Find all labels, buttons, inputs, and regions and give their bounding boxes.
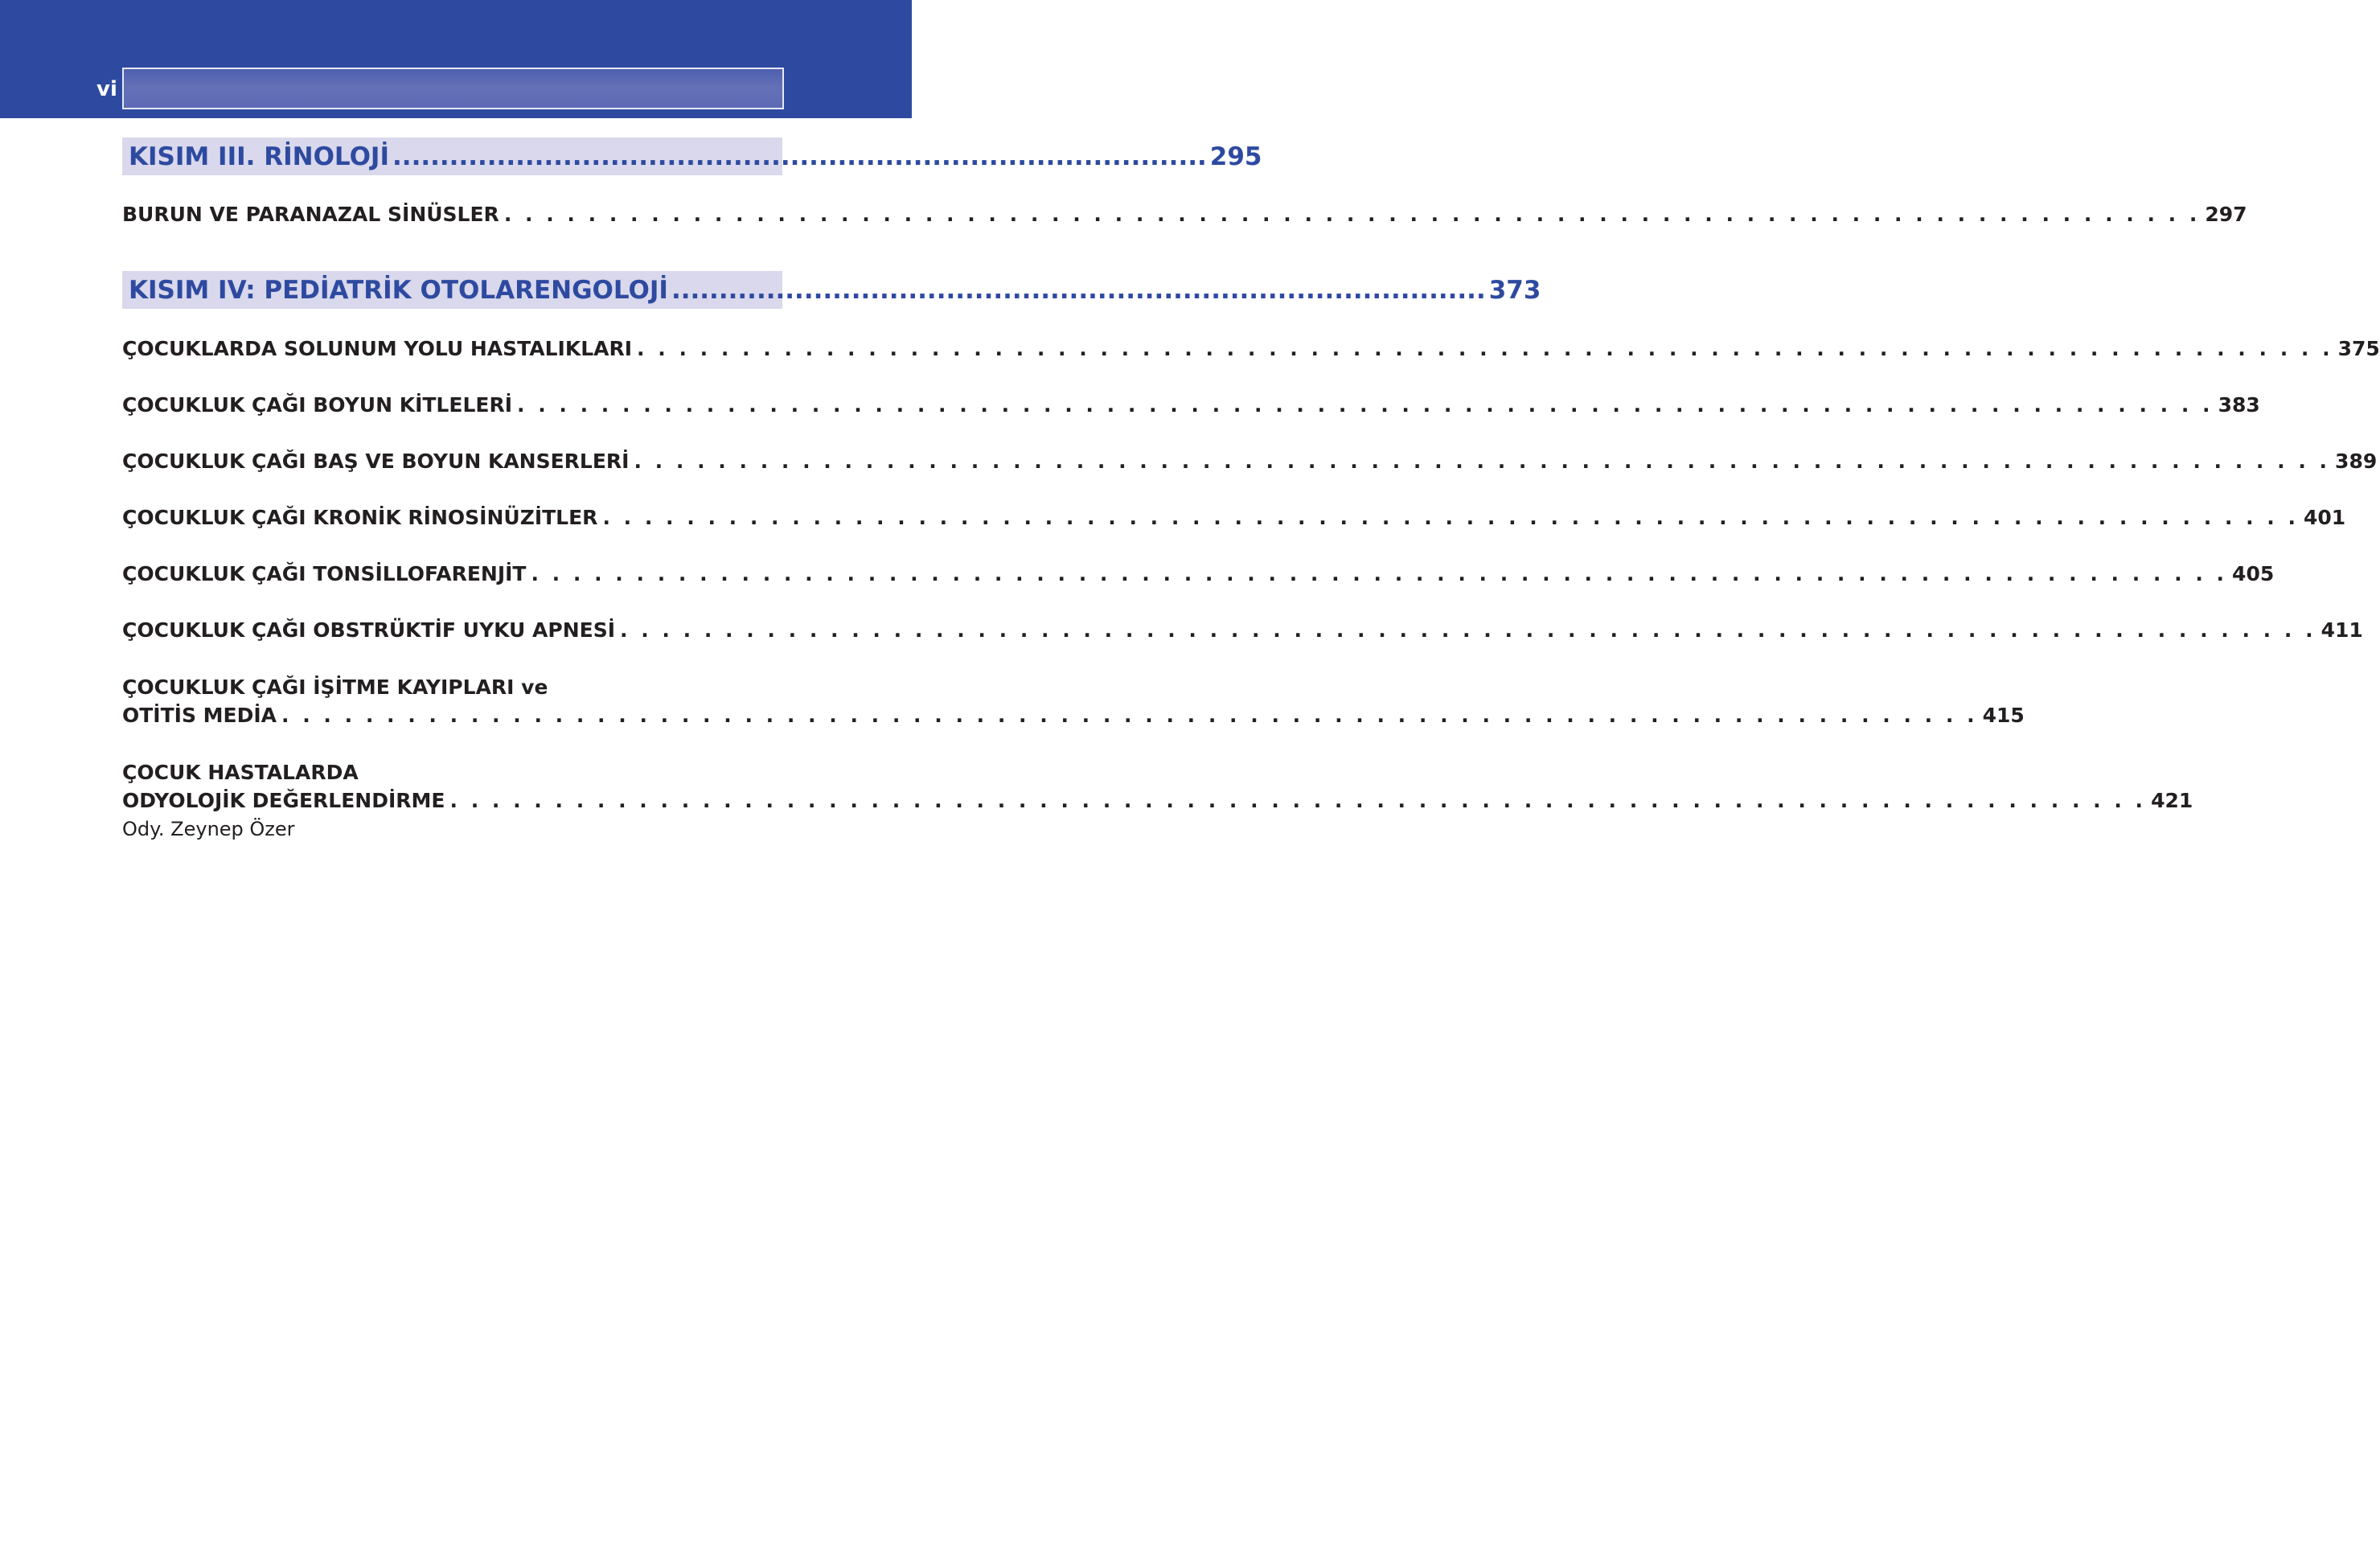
toc-entry: [122, 200, 2247, 228]
part-page-number: 373: [1488, 275, 1541, 305]
entry-page-number: 401: [2304, 506, 2346, 529]
part-page-number: 295: [1209, 142, 1262, 171]
entry-author: Ody. Zeynep Özer: [122, 818, 295, 840]
entry-title-line1: ÇOCUKLUK ÇAĞI İŞİTME KAYIPLARI ve: [122, 676, 548, 699]
dot-leader: . . . . . . . . . . . . . . . . . . . . . . . . . . . . . . . . . . . . . . . . . . . . . . . . . . . . . . . . . . . . . . . . . . . . . . . . . . . . . . . . .: [517, 393, 2214, 417]
entry-title: ÇOCUKLUK ÇAĞI OBSTRÜKTİF UYKU APNESİ: [122, 618, 616, 642]
entry-page-number: 415: [1982, 704, 2025, 727]
page-number: vi: [96, 77, 117, 101]
toc-entry: [122, 447, 2378, 475]
dot-leader: . . . . . . . . . . . . . . . . . . . . . . . . . . . . . . . . . . . . . . . . . . . . . . . . . . . . . . . . . . . . . . . . . . . . . . . . . . . . . . . . .: [531, 562, 2228, 585]
entry-page-number: 375: [2337, 337, 2380, 360]
dot-leader: ......................................................................................: [392, 142, 1207, 171]
entry-title: ÇOCUKLUK ÇAĞI TONSİLLOFARENJİT: [122, 562, 527, 585]
entry-title-line1: ÇOCUK HASTALARDA: [122, 761, 359, 784]
dot-leader: . . . . . . . . . . . . . . . . . . . . . . . . . . . . . . . . . . . . . . . . . . . . . . . . . . . . . . . . . . . . . . . . . . . . . . . . . . . . . . . . .: [281, 704, 1978, 727]
part-title: KISIM III. RİNOLOJİ: [129, 142, 390, 171]
toc-entry: [122, 673, 2025, 729]
entry-title-line2: ODYOLOJİK DEĞERLENDİRME: [122, 789, 445, 812]
entry-title: ÇOCUKLARDA SOLUNUM YOLU HASTALIKLARI: [122, 337, 633, 360]
dot-leader: . . . . . . . . . . . . . . . . . . . . . . . . . . . . . . . . . . . . . . . . . . . . . . . . . . . . . . . . . . . . . . . . . . . . . . . . . . . . . . . . .: [634, 450, 2331, 473]
entry-title: ÇOCUKLUK ÇAĞI BAŞ VE BOYUN KANSERLERİ: [122, 450, 630, 473]
dot-leader: ......................................................................................: [671, 275, 1486, 305]
header-title-box: [122, 68, 784, 109]
entry-title: ÇOCUKLUK ÇAĞI BOYUN KİTLELERİ: [122, 393, 512, 417]
page-header-band: [0, 0, 912, 118]
toc-entry: [122, 616, 2363, 644]
toc-entry: [122, 560, 2275, 588]
dot-leader: . . . . . . . . . . . . . . . . . . . . . . . . . . . . . . . . . . . . . . . . . . . . . . . . . . . . . . . . . . . . . . . . . . . . . . . . . . . . . . . . .: [620, 618, 2316, 642]
toc-entry: [122, 503, 2346, 532]
part-title: KISIM IV: PEDİATRİK OTOLARENGOLOJİ: [129, 275, 668, 305]
entry-page-number: 405: [2232, 562, 2275, 585]
part-heading-rinoloji: [122, 138, 1262, 175]
toc-entry: [122, 758, 2193, 842]
part-heading-pediatrik: [122, 271, 1541, 309]
entry-title: BURUN VE PARANAZAL SİNÜSLER: [122, 203, 499, 226]
entry-title-line2: OTİTİS MEDİA: [122, 704, 277, 727]
entry-title: ÇOCUKLUK ÇAĞI KRONİK RİNOSİNÜZİTLER: [122, 506, 598, 529]
dot-leader: . . . . . . . . . . . . . . . . . . . . . . . . . . . . . . . . . . . . . . . . . . . . . . . . . . . . . . . . . . . . . . . . . . . . . . . . . . . . . . . . .: [503, 203, 2201, 226]
entry-page-number: 411: [2320, 618, 2363, 642]
entry-page-number: 297: [2205, 203, 2247, 226]
entry-page-number: 389: [2335, 450, 2378, 473]
dot-leader: . . . . . . . . . . . . . . . . . . . . . . . . . . . . . . . . . . . . . . . . . . . . . . . . . . . . . . . . . . . . . . . . . . . . . . . . . . . . . . . . .: [449, 789, 2147, 812]
dot-leader: . . . . . . . . . . . . . . . . . . . . . . . . . . . . . . . . . . . . . . . . . . . . . . . . . . . . . . . . . . . . . . . . . . . . . . . . . . . . . . . . .: [602, 506, 2299, 529]
entry-page-number: 383: [2218, 393, 2260, 417]
entry-page-number: 421: [2151, 789, 2193, 812]
dot-leader: . . . . . . . . . . . . . . . . . . . . . . . . . . . . . . . . . . . . . . . . . . . . . . . . . . . . . . . . . . . . . . . . . . . . . . . . . . . . . . . . .: [637, 337, 2333, 360]
toc-entry: [122, 335, 2380, 363]
toc-entry: [122, 391, 2260, 419]
